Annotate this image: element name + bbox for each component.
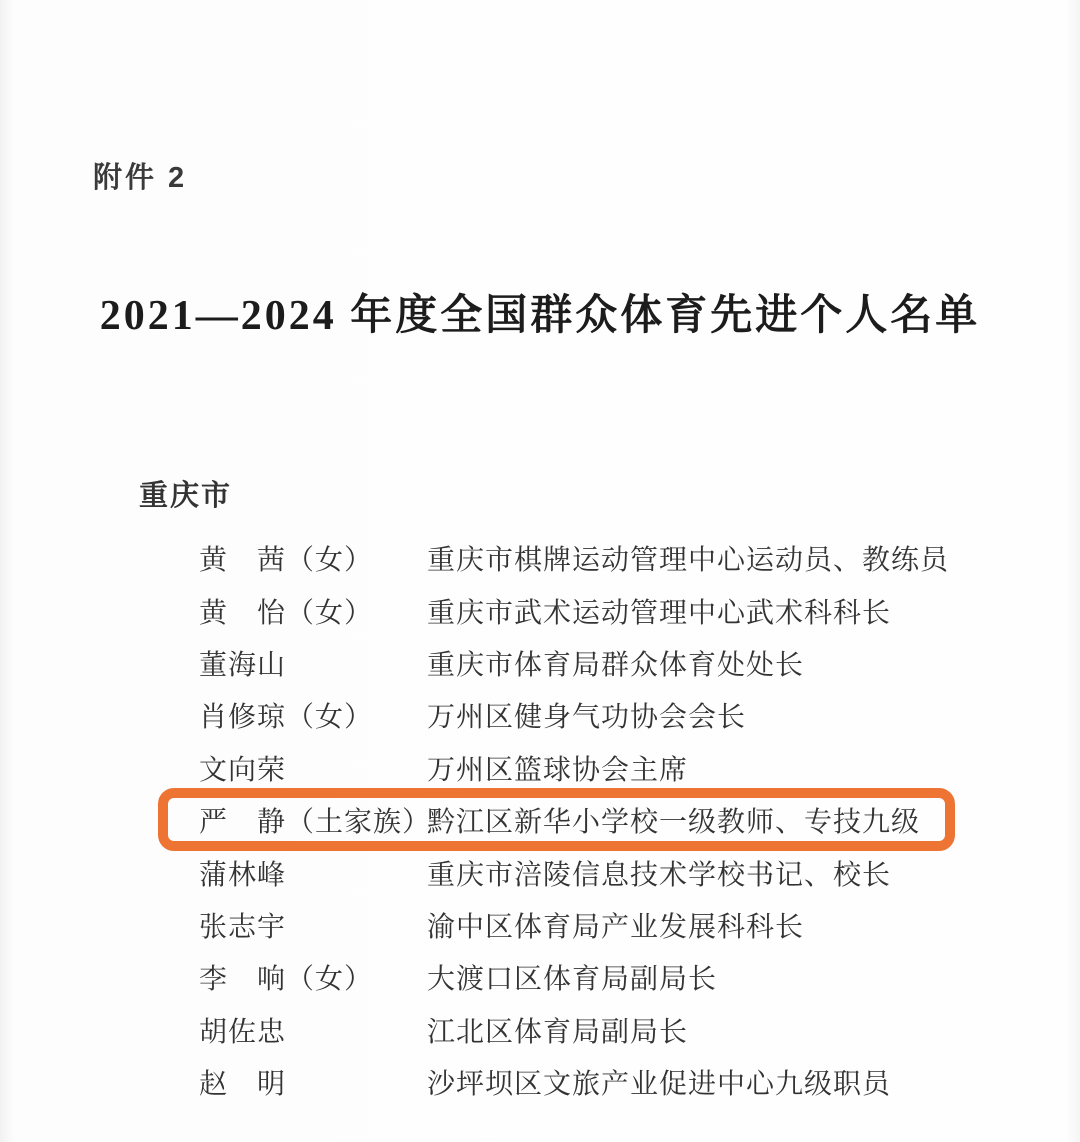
person-name: 文向荣: [199, 754, 287, 786]
person-name: 张志宇: [199, 911, 287, 943]
list-item: [0, 846, 1080, 898]
person-position: 重庆市棋牌运动管理中心运动员、教练员: [427, 545, 950, 577]
person-name: 胡佐忠: [199, 1016, 287, 1048]
person-position: 黔江区新华小学校一级教师、专技九级: [427, 807, 921, 839]
annex-label: 附件 2: [93, 162, 188, 194]
list-item: [0, 689, 1080, 741]
person-name: 赵 明: [199, 1069, 287, 1101]
person-name: 董海山: [199, 649, 287, 681]
entry-list: [0, 532, 1080, 1108]
list-item: [0, 1004, 1080, 1056]
person-position: 重庆市涪陵信息技术学校书记、校长: [427, 859, 892, 891]
list-item: [0, 584, 1080, 636]
person-position: 大渡口区体育局副局长: [427, 964, 718, 996]
list-item: [0, 742, 1080, 794]
person-position: 万州区健身气功协会会长: [427, 702, 747, 734]
person-position: 重庆市体育局群众体育处处长: [427, 649, 805, 681]
person-position: 沙坪坝区文旅产业促进中心九级职员: [427, 1069, 892, 1101]
person-name: 李 响（女）: [199, 964, 374, 996]
list-item: [0, 637, 1080, 689]
person-name: 肖修琼（女）: [199, 702, 374, 734]
list-item: [0, 532, 1080, 584]
person-name: 黄 怡（女）: [199, 597, 374, 629]
person-name: 黄 茜（女）: [199, 545, 374, 577]
list-item: [0, 794, 1080, 846]
list-item: [0, 899, 1080, 951]
document-title: 2021—2024 年度全国群众体育先进个人名单: [99, 293, 981, 339]
list-item: [0, 1056, 1080, 1108]
section-header-chongqing: 重庆市: [139, 480, 233, 512]
person-name: 严 静（土家族）: [199, 807, 432, 839]
person-position: 渝中区体育局产业发展科科长: [427, 911, 805, 943]
person-name: 蒲林峰: [199, 859, 287, 891]
person-position: 江北区体育局副局长: [427, 1016, 689, 1048]
person-position: 万州区篮球协会主席: [427, 754, 689, 786]
person-position: 重庆市武术运动管理中心武术科科长: [427, 597, 892, 629]
list-item: [0, 951, 1080, 1003]
